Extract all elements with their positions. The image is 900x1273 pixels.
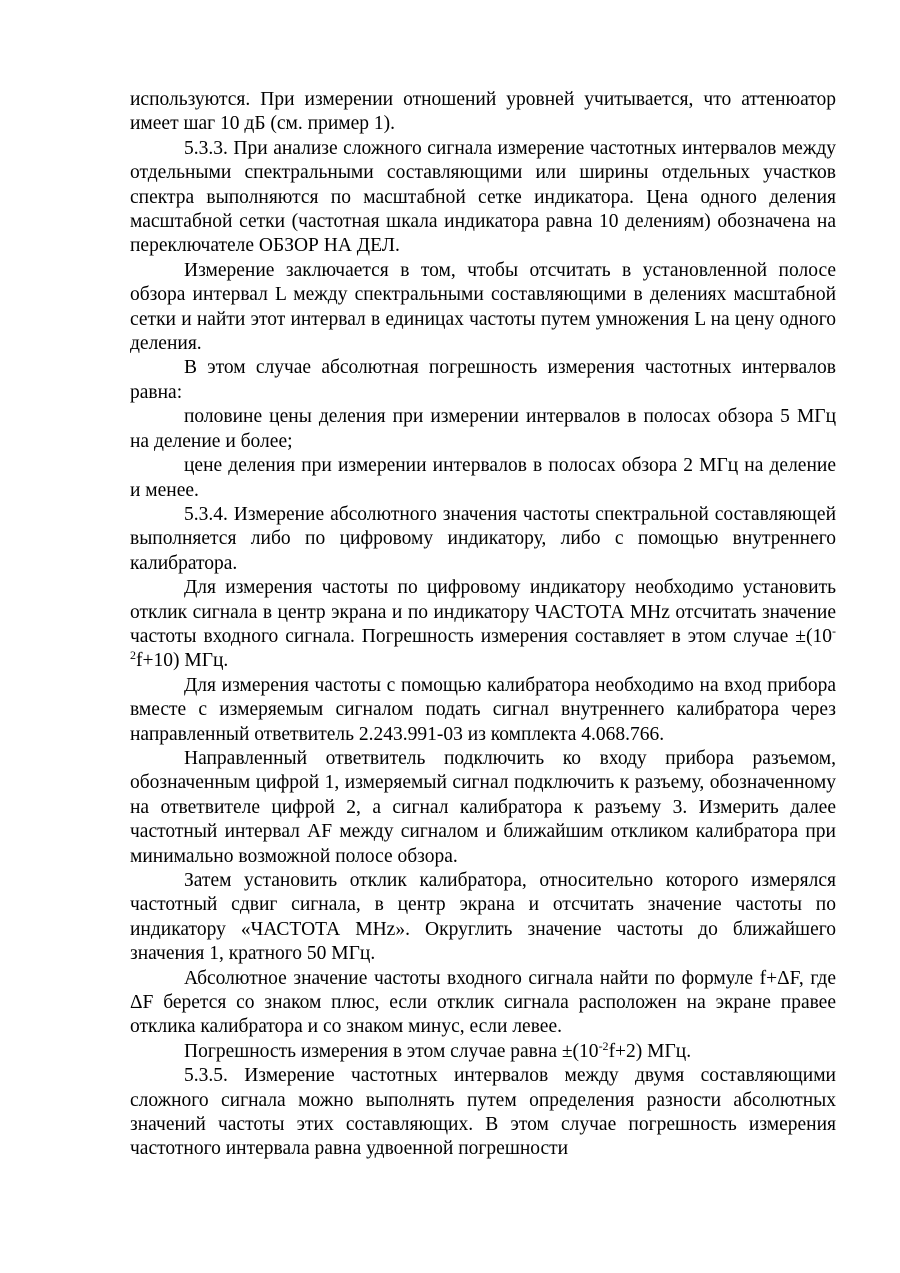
paragraph: Абсолютное значение частоты входного сигнала найти по формуле f+ΔF, где ΔF берется со знаком плюс, если отклик сигнала расположен на экране правее отклика калибратора и со знаком минус, если левее. <box>130 967 836 1038</box>
paragraph: Для измерения частоты с помощью калибратора необходимо на вход прибора вместе с измеряемым сигналом подать сигнал внутреннего калибратора через направленный ответвитель 2.243.991-03 из комплекта 4.068.766. <box>130 674 836 745</box>
paragraph: Измерение заключается в том, чтобы отсчитать в установленной полосе обзора интервал L между спектральными составляющими в делениях масштабной сетки и найти этот интервал в единицах частоты путем умножения L на цену одного деления. <box>130 259 836 355</box>
paragraph: Направленный ответвитель подключить ко входу прибора разъемом, обозначенным цифрой 1, измеряемый сигнал подключить к разъему, обозначенному на ответвителе цифрой 2, а сигнал калибратора к разъему 3. Измерить далее частотный интервал AF между сигналом и ближайшим откликом калибратора при минимально возможной полосе обзора. <box>130 747 836 867</box>
paragraph: используются. При измерении отношений уровней учитывается, что аттенюатор имеет шаг 10 дБ (см. пример 1). <box>130 89 836 135</box>
superscript: -2 <box>130 623 836 663</box>
paragraph: Для измерения частоты по цифровому индикатору необходимо установить отклик сигнала в центр экрана и по индикатору ЧАСТОТА МHz отсчитать значение частоты входного сигнала. Погрешность измерения составляет в этом случае $\pm(10^{-2}f+10)$ МГц. <box>130 577 836 672</box>
paragraph: цене деления при измерении интервалов в полосах обзора 2 МГц на деление и менее. <box>130 455 836 501</box>
paragraph-5-3-5: 5.3.5. Измерение частотных интервалов между двумя составляющими сложного сигнала можно выполнять путем определения разности абсолютных значений частоты этих составляющих. В этом случае погрешность измерения частотного интервала равна удвоенной погрешности <box>130 1065 836 1160</box>
superscript: -2 <box>598 1038 609 1053</box>
paragraph: Погрешность измерения в этом случае равна $\pm(10^{-2}f+2)$ МГц. <box>184 1038 692 1062</box>
paragraph-5-3-4: 5.3.4. Измерение абсолютного значения частоты спектральной составляющей выполняется либо по цифровому индикатору, либо с помощью внутреннего калибратора. <box>130 503 836 574</box>
paragraph-5-3-3: 5.3.3. При анализе сложного сигнала измерение частотных интервалов между отдельными спектральными составляющими или ширины отдельных участков спектра выполняются по масштабной сетке индикатора. Цена одного деления масштабной сетки (частотная шкала индикатора равна 10 делениям) обозначена на переключателе ОБЗОР НА ДЕЛ. <box>130 137 836 257</box>
paragraph: Затем установить отклик калибратора, относительно которого измерялся частотный сдвиг сигнала, в центр экрана и отсчитать значение частоты по индикатору «ЧАСТОТА MHz». Округлить значение частоты до ближайшего значения 1, кратного 50 МГц. <box>130 870 836 965</box>
document-page <box>130 88 836 1162</box>
paragraph: половине цены деления при измерении интервалов в полосах обзора 5 МГц на деление и более; <box>130 406 836 452</box>
paragraph: В этом случае абсолютная погрешность измерения частотных интервалов равна: <box>130 357 836 403</box>
